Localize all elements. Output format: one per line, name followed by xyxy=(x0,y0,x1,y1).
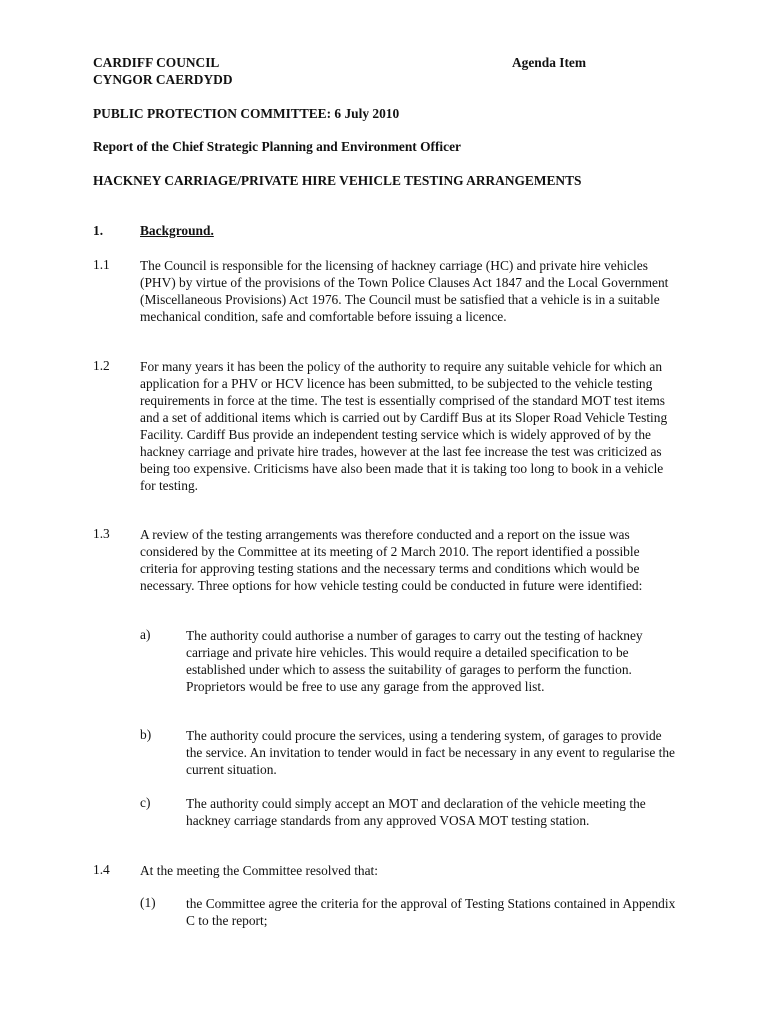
paragraph-text: The Council is responsible for the licensing of hackney carriage (HC) and private hire vehicles (PHV) by virtue of the provisions of the Town Police Clauses Act 1847 and the Local Government (Miscellaneous Provisions) Act 1976. The Council must be satisfied that a vehicle is in a suitable mechanical condition, safe and comfortable before issuing a licence. xyxy=(140,258,669,324)
paragraph-text: For many years it has been the policy of the authority to require any suitable vehicle for which an application for a PHV or HCV licence has been submitted, to be subjected to the vehicle testing requirements in force at the time. The test is essentially comprised of the standard MOT test items and a set of additional items which is carried out by Cardiff Bus at its Sloper Road Vehicle Testing Facility. Cardiff Bus provide an independent testing service which is widely approved of by the hackney carriage and private hire trades, however at the last fee increase the test was criticized as being too expensive. Criticisms have also been made that it is taking too long to book in a vehicle for testing. xyxy=(140,359,668,493)
section-title: Background. xyxy=(140,223,214,238)
resolution-number: (1) xyxy=(140,895,156,910)
report-subject-heading: HACKNEY CARRIAGE/PRIVATE HIRE VEHICLE TESTING ARRANGEMENTS xyxy=(93,173,582,188)
committee-heading: PUBLIC PROTECTION COMMITTEE: 6 July 2010 xyxy=(93,106,400,121)
agenda-item-label: Agenda Item xyxy=(512,55,587,70)
organisation-name-welsh: CYNGOR CAERDYDD xyxy=(93,72,233,87)
option-text: The authority could simply accept an MOT and declaration of the vehicle meeting the hackney carriage standards from any approved VOSA MOT testing station. xyxy=(186,796,646,828)
option-letter: c) xyxy=(140,795,151,810)
paragraph-number: 1.2 xyxy=(93,358,110,373)
option-letter: b) xyxy=(140,727,152,742)
paragraph-number: 1.4 xyxy=(93,862,110,877)
paragraph-number: 1.3 xyxy=(93,526,110,541)
option-text: The authority could procure the services, using a tendering system, of garages to provide the service. An invitation to tender would in fact be necessary in any event to regularise the current situation. xyxy=(186,728,675,777)
paragraph-number: 1.1 xyxy=(93,257,110,272)
organisation-name-english: CARDIFF COUNCIL xyxy=(93,55,220,70)
resolution-text: the Committee agree the criteria for the approval of Testing Stations contained in Appendix C to the report; xyxy=(186,896,676,928)
section-number: 1. xyxy=(93,223,104,238)
paragraph-text: At the meeting the Committee resolved that: xyxy=(140,863,378,878)
option-text: The authority could authorise a number of garages to carry out the testing of hackney carriage and private hire vehicles. This would require a detailed specification to be established under which to assess the suitability of garages to perform the function. Proprietors would be free to use any garage from the approved list. xyxy=(186,628,643,694)
report-author-heading: Report of the Chief Strategic Planning and Environment Officer xyxy=(93,139,461,154)
option-letter: a) xyxy=(140,627,151,642)
paragraph-text: A review of the testing arrangements was therefore conducted and a report on the issue was considered by the Committee at its meeting of 2 March 2010. The report identified a possible criteria for approving testing stations and the necessary terms and conditions which would be necessary. Three options for how vehicle testing could be conducted in future were identified: xyxy=(140,527,643,593)
